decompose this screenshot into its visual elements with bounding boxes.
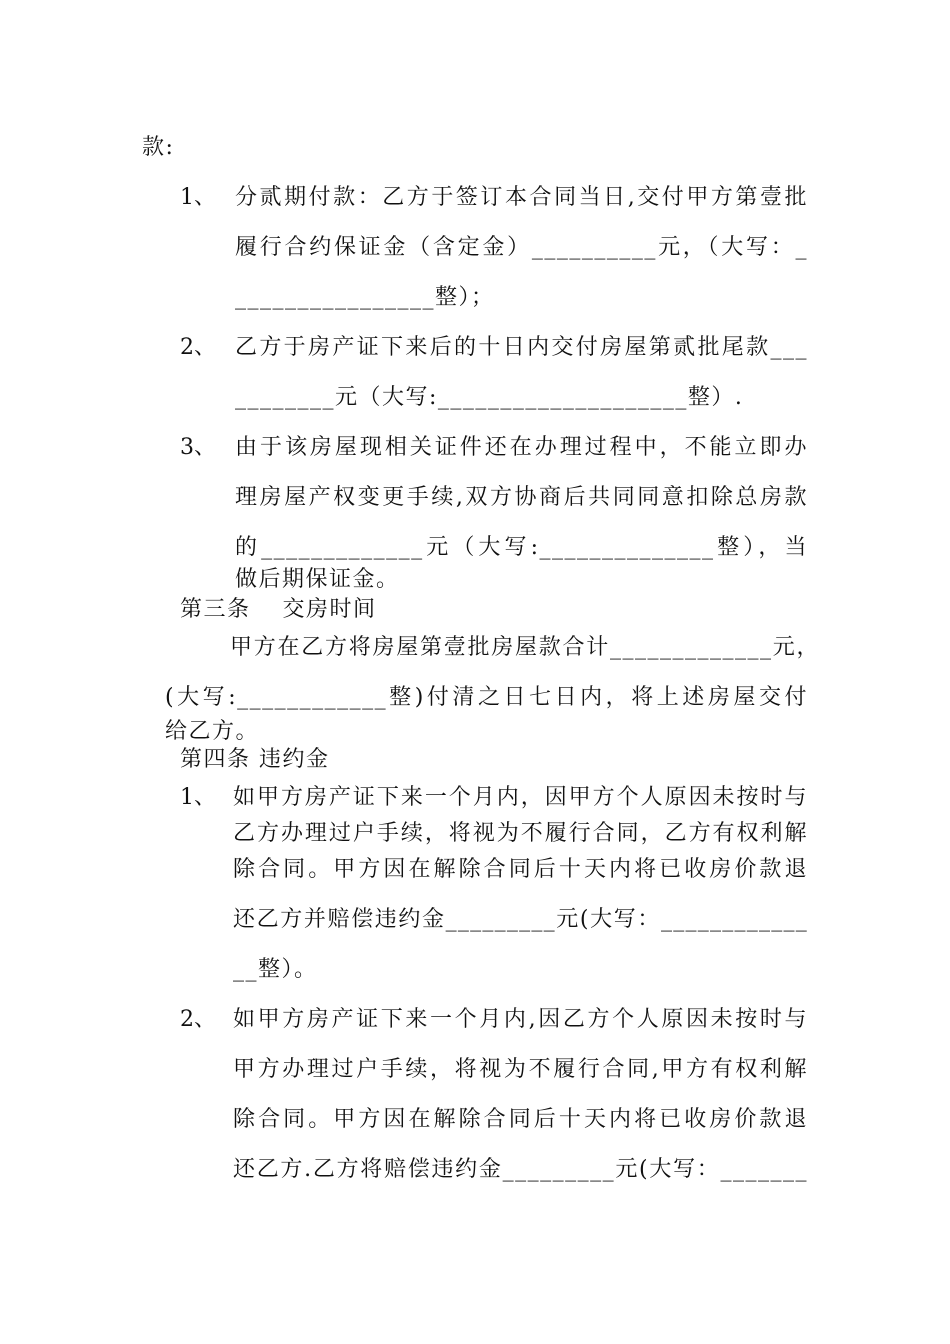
text-line: 分贰期付款：乙方于签订本合同当日,交付甲方第壹批 (235, 185, 808, 210)
text-line: 的_____________元（大写:______________整），当 (235, 535, 808, 560)
article-heading: 第三条 交房时间 (180, 597, 377, 622)
article-heading: 第四条 违约金 (180, 747, 330, 772)
text-line: 乙方办理过户手续，将视为不履行合同，乙方有权利解 (233, 821, 808, 846)
text-line: 由于该房屋现相关证件还在办理过程中，不能立即办 (235, 435, 808, 460)
text-line: 款: (142, 135, 175, 160)
text-line: 做后期保证金。 (235, 567, 400, 592)
text-line: 理房屋产权变更手续,双方协商后共同同意扣除总房款 (235, 485, 808, 510)
text-line: 甲方办理过户手续，将视为不履行合同,甲方有权利解 (233, 1057, 808, 1082)
text-line: 除合同。甲方因在解除合同后十天内将已收房价款退 (233, 857, 808, 882)
list-number: 3、 (180, 435, 216, 460)
text-line: 履行合约保证金（含定金）__________元，（大写：_ (235, 235, 808, 260)
text-line: 如甲方房产证下来一个月内,因乙方个人原因未按时与 (233, 1007, 808, 1032)
text-line: 除合同。甲方因在解除合同后十天内将已收房价款退 (233, 1107, 808, 1132)
text-line: 还乙方.乙方将赔偿违约金_________元(大写：_______ (233, 1157, 808, 1182)
text-line: 还乙方并赔偿违约金_________元(大写：____________ (233, 907, 808, 932)
list-number: 1、 (180, 785, 216, 810)
text-line: __整）。 (233, 957, 318, 982)
list-number: 1、 (180, 185, 216, 210)
text-line: 如甲方房产证下来一个月内，因甲方个人原因未按时与 (233, 785, 808, 810)
list-number: 2、 (180, 335, 216, 360)
text-line: 甲方在乙方将房屋第壹批房屋款合计_____________元， (230, 635, 820, 660)
text-line: ________元（大写:____________________整）. (235, 385, 744, 410)
list-number: 2、 (180, 1007, 216, 1032)
text-line: 乙方于房产证下来后的十日内交付房屋第贰批尾款___ (235, 335, 808, 360)
text-line: ________________整）； (235, 285, 495, 310)
text-line: 给乙方。 (165, 719, 260, 744)
text-line: (大写:____________整)付清之日七日内，将上述房屋交付 (165, 685, 808, 710)
